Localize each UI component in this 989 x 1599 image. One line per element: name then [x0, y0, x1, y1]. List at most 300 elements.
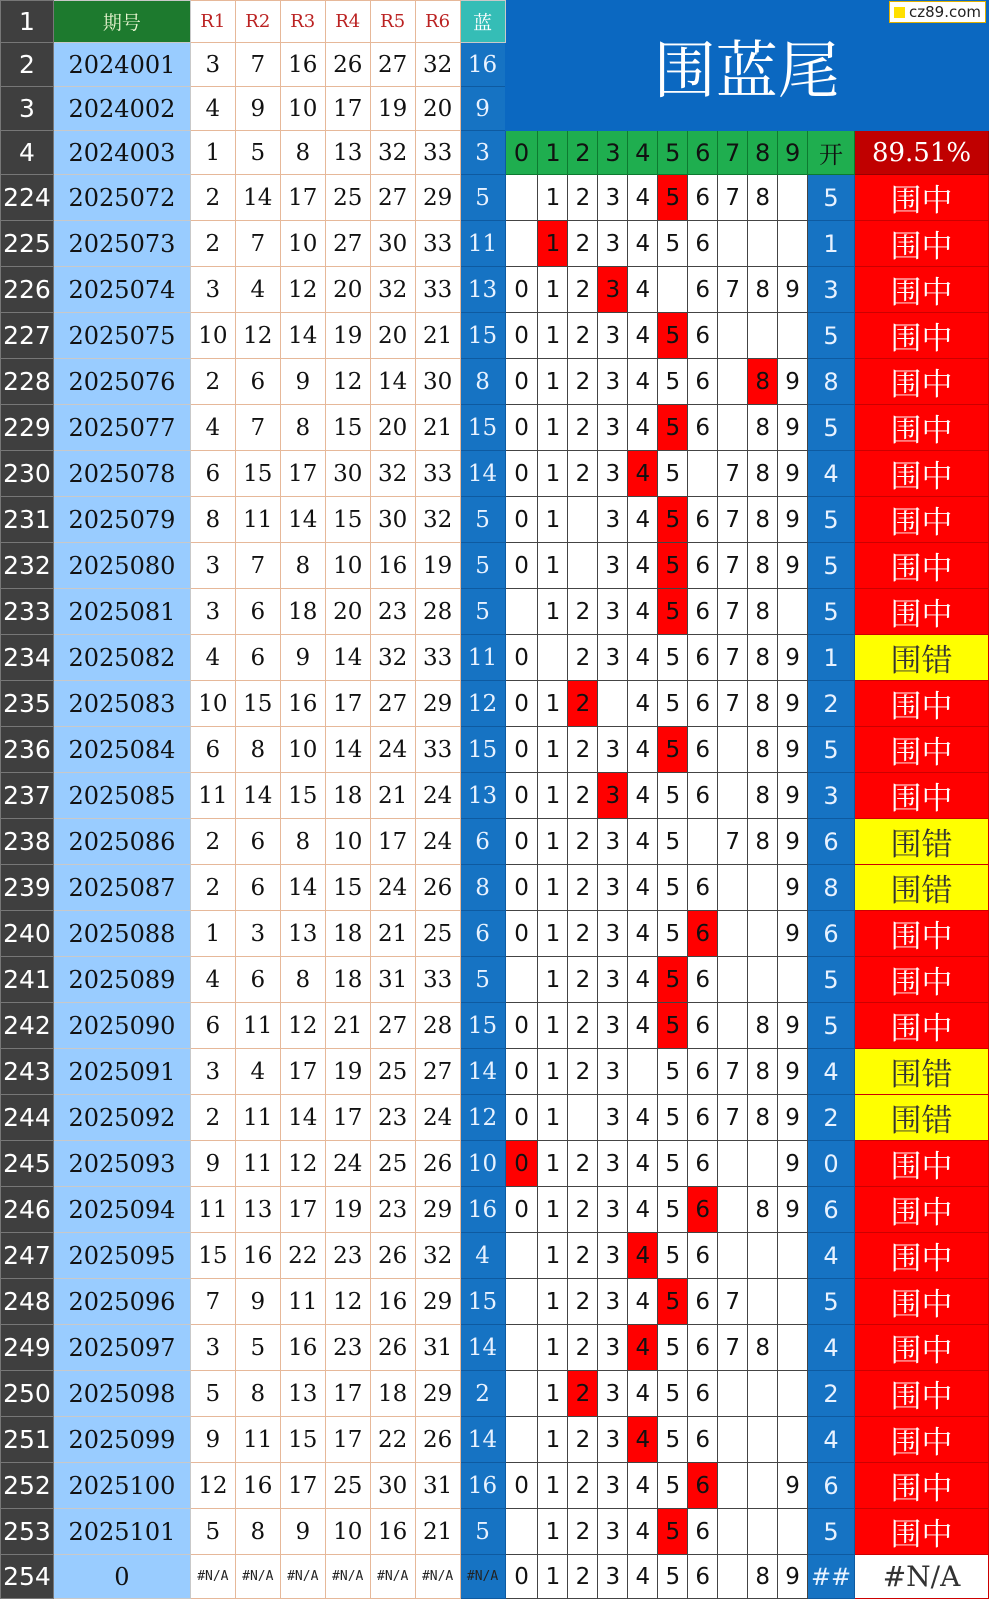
red-ball-cell[interactable]: 4 — [235, 1049, 280, 1095]
digit-cell[interactable]: 4 — [628, 1187, 658, 1233]
row-number[interactable]: 245 — [1, 1141, 54, 1187]
digit-cell[interactable]: 5 — [658, 911, 688, 957]
period-header[interactable]: 期号 — [53, 1, 190, 43]
digit-cell[interactable] — [688, 819, 718, 865]
digit-cell-hit[interactable]: 3 — [598, 773, 628, 819]
kai-value-cell[interactable]: 5 — [808, 1003, 855, 1049]
digit-cell[interactable]: 6 — [688, 1095, 718, 1141]
digit-cell[interactable] — [748, 221, 778, 267]
digit-cell[interactable]: 4 — [628, 405, 658, 451]
red-ball-header[interactable]: R3 — [280, 1, 325, 43]
red-ball-cell[interactable]: 2 — [190, 175, 235, 221]
blue-ball-cell[interactable]: 5 — [460, 497, 505, 543]
digit-cell[interactable]: 5 — [658, 681, 688, 727]
digit-cell[interactable]: 7 — [718, 1325, 748, 1371]
digit-cell[interactable]: 6 — [688, 681, 718, 727]
red-ball-cell[interactable]: 15 — [325, 405, 370, 451]
result-badge[interactable]: 围中 — [855, 405, 989, 451]
digit-cell[interactable]: 1 — [538, 1187, 568, 1233]
digit-cell[interactable] — [718, 773, 748, 819]
digit-cell[interactable]: 2 — [568, 1003, 598, 1049]
red-ball-cell[interactable]: 4 — [190, 957, 235, 1003]
red-ball-cell[interactable]: 7 — [235, 221, 280, 267]
digit-cell[interactable]: 3 — [598, 1555, 628, 1599]
kai-value-cell[interactable]: 6 — [808, 911, 855, 957]
digit-cell[interactable]: 5 — [658, 1555, 688, 1599]
period-cell[interactable]: 2025101 — [53, 1509, 190, 1555]
digit-cell[interactable]: 2 — [568, 405, 598, 451]
red-ball-cell[interactable]: 22 — [370, 1417, 415, 1463]
digit-cell[interactable]: 6 — [688, 727, 718, 773]
red-ball-cell[interactable]: 12 — [235, 313, 280, 359]
red-ball-cell[interactable]: 7 — [190, 1279, 235, 1325]
red-ball-cell[interactable]: 3 — [190, 1325, 235, 1371]
period-cell[interactable]: 2025081 — [53, 589, 190, 635]
period-cell[interactable]: 2025075 — [53, 313, 190, 359]
row-number[interactable]: 234 — [1, 635, 54, 681]
blue-ball-cell[interactable]: 14 — [460, 451, 505, 497]
digit-cell[interactable]: 3 — [598, 911, 628, 957]
result-badge[interactable]: 围错 — [855, 865, 989, 911]
red-ball-cell[interactable]: 33 — [415, 267, 460, 313]
blue-ball-cell[interactable]: 5 — [460, 957, 505, 1003]
digit-cell[interactable] — [748, 1417, 778, 1463]
red-ball-cell[interactable]: 10 — [325, 1509, 370, 1555]
digit-header[interactable]: 7 — [718, 131, 748, 175]
red-ball-cell[interactable]: 10 — [325, 819, 370, 865]
result-badge[interactable]: 围中 — [855, 497, 989, 543]
result-badge[interactable]: 围中 — [855, 911, 989, 957]
red-ball-cell[interactable]: 31 — [415, 1463, 460, 1509]
red-ball-cell[interactable]: 26 — [415, 1141, 460, 1187]
red-ball-cell[interactable]: 25 — [325, 1463, 370, 1509]
digit-cell[interactable] — [568, 1095, 598, 1141]
digit-cell-hit[interactable]: 4 — [628, 451, 658, 497]
period-cell[interactable]: 2025100 — [53, 1463, 190, 1509]
digit-cell[interactable] — [778, 175, 808, 221]
kai-value-cell[interactable]: 0 — [808, 1141, 855, 1187]
period-cell[interactable]: 2025077 — [53, 405, 190, 451]
digit-cell[interactable]: 9 — [778, 1187, 808, 1233]
red-ball-cell[interactable]: 8 — [280, 543, 325, 589]
result-badge[interactable]: 围中 — [855, 1003, 989, 1049]
red-ball-cell[interactable]: 21 — [415, 1509, 460, 1555]
digit-cell[interactable]: 1 — [538, 1095, 568, 1141]
result-badge[interactable]: 围错 — [855, 635, 989, 681]
red-ball-cell[interactable]: #N/A — [280, 1555, 325, 1599]
digit-header[interactable]: 5 — [658, 131, 688, 175]
red-ball-cell[interactable]: 21 — [415, 313, 460, 359]
row-number[interactable]: 229 — [1, 405, 54, 451]
result-badge[interactable]: 围中 — [855, 681, 989, 727]
red-ball-cell[interactable]: 15 — [235, 451, 280, 497]
digit-cell[interactable] — [718, 865, 748, 911]
row-number[interactable]: 250 — [1, 1371, 54, 1417]
red-ball-cell[interactable]: 29 — [415, 681, 460, 727]
digit-cell[interactable]: 1 — [538, 727, 568, 773]
period-cell[interactable]: 2025078 — [53, 451, 190, 497]
digit-cell[interactable]: 1 — [538, 1233, 568, 1279]
red-ball-cell[interactable]: 6 — [235, 819, 280, 865]
digit-cell[interactable]: 4 — [628, 589, 658, 635]
kai-value-cell[interactable]: 5 — [808, 957, 855, 1003]
digit-cell[interactable]: 1 — [538, 543, 568, 589]
row-number[interactable]: 252 — [1, 1463, 54, 1509]
red-ball-cell[interactable]: 30 — [415, 359, 460, 405]
period-cell[interactable]: 2025079 — [53, 497, 190, 543]
red-ball-cell[interactable]: 11 — [190, 1187, 235, 1233]
red-ball-cell[interactable]: 21 — [370, 773, 415, 819]
red-ball-cell[interactable]: 19 — [325, 1187, 370, 1233]
row-number[interactable]: 235 — [1, 681, 54, 727]
digit-cell[interactable]: 4 — [628, 865, 658, 911]
digit-cell-hit[interactable]: 0 — [505, 1141, 538, 1187]
digit-cell[interactable] — [748, 1279, 778, 1325]
digit-cell[interactable]: 4 — [628, 727, 658, 773]
red-ball-cell[interactable]: 18 — [280, 589, 325, 635]
digit-cell[interactable]: 3 — [598, 1049, 628, 1095]
digit-cell[interactable]: 8 — [748, 1095, 778, 1141]
red-ball-cell[interactable]: 31 — [415, 1325, 460, 1371]
red-ball-cell[interactable]: 25 — [370, 1141, 415, 1187]
red-ball-cell[interactable]: 23 — [370, 1095, 415, 1141]
red-ball-cell[interactable]: 24 — [370, 727, 415, 773]
digit-cell[interactable]: 4 — [628, 635, 658, 681]
digit-cell[interactable]: 0 — [505, 1003, 538, 1049]
blue-ball-cell[interactable]: 5 — [460, 1509, 505, 1555]
red-ball-cell[interactable]: 6 — [190, 1003, 235, 1049]
red-ball-cell[interactable]: 17 — [280, 1049, 325, 1095]
digit-cell[interactable]: 4 — [628, 957, 658, 1003]
red-ball-cell[interactable]: 6 — [235, 589, 280, 635]
digit-cell[interactable] — [778, 1417, 808, 1463]
red-ball-cell[interactable]: 9 — [190, 1417, 235, 1463]
blue-ball-cell[interactable]: 10 — [460, 1141, 505, 1187]
red-ball-cell[interactable]: 17 — [325, 1417, 370, 1463]
digit-cell[interactable]: 6 — [688, 405, 718, 451]
red-ball-cell[interactable]: 33 — [415, 727, 460, 773]
result-badge[interactable]: 围中 — [855, 957, 989, 1003]
red-ball-cell[interactable]: 2 — [190, 819, 235, 865]
red-ball-cell[interactable]: 32 — [415, 1233, 460, 1279]
period-cell[interactable]: 2025092 — [53, 1095, 190, 1141]
digit-cell[interactable]: 2 — [568, 865, 598, 911]
kai-value-cell[interactable]: 8 — [808, 865, 855, 911]
digit-cell[interactable]: 4 — [628, 1141, 658, 1187]
digit-cell[interactable]: 4 — [628, 543, 658, 589]
result-badge[interactable]: 围中 — [855, 1279, 989, 1325]
digit-cell[interactable]: 9 — [778, 773, 808, 819]
digit-cell[interactable]: 6 — [688, 1003, 718, 1049]
red-ball-cell[interactable]: 21 — [415, 405, 460, 451]
digit-cell[interactable]: 2 — [568, 957, 598, 1003]
digit-cell[interactable] — [505, 175, 538, 221]
digit-header[interactable]: 2 — [568, 131, 598, 175]
digit-cell[interactable]: 9 — [778, 865, 808, 911]
kai-value-cell[interactable]: 5 — [808, 1509, 855, 1555]
digit-cell[interactable]: 6 — [688, 773, 718, 819]
red-ball-cell[interactable]: 5 — [190, 1509, 235, 1555]
red-ball-cell[interactable]: 16 — [370, 543, 415, 589]
digit-cell[interactable]: 2 — [568, 221, 598, 267]
period-cell[interactable]: 2025072 — [53, 175, 190, 221]
red-ball-cell[interactable]: 23 — [325, 1325, 370, 1371]
red-ball-cell[interactable]: 21 — [370, 911, 415, 957]
red-ball-cell[interactable]: 8 — [280, 819, 325, 865]
red-ball-cell[interactable]: 17 — [325, 1095, 370, 1141]
period-cell[interactable]: 2025095 — [53, 1233, 190, 1279]
red-ball-cell[interactable]: 15 — [280, 1417, 325, 1463]
digit-cell[interactable]: 0 — [505, 1049, 538, 1095]
red-ball-cell[interactable]: #N/A — [235, 1555, 280, 1599]
red-ball-cell[interactable]: 27 — [370, 43, 415, 87]
red-ball-cell[interactable]: 2 — [190, 221, 235, 267]
hit-rate-percent[interactable]: 89.51% — [855, 131, 989, 175]
digit-cell[interactable]: 3 — [598, 1095, 628, 1141]
digit-cell[interactable]: 6 — [688, 1555, 718, 1599]
digit-cell[interactable]: 8 — [748, 819, 778, 865]
kai-value-cell[interactable]: 5 — [808, 727, 855, 773]
digit-cell[interactable]: 2 — [568, 451, 598, 497]
row-number[interactable]: 247 — [1, 1233, 54, 1279]
result-badge[interactable]: 围中 — [855, 589, 989, 635]
digit-cell-hit[interactable]: 5 — [658, 1509, 688, 1555]
red-ball-cell[interactable]: 20 — [325, 589, 370, 635]
digit-cell[interactable]: 7 — [718, 543, 748, 589]
digit-cell[interactable]: 8 — [748, 727, 778, 773]
row-number[interactable]: 3 — [1, 87, 54, 131]
result-badge[interactable]: 围中 — [855, 221, 989, 267]
digit-cell[interactable]: 7 — [718, 451, 748, 497]
digit-cell[interactable]: 9 — [778, 1003, 808, 1049]
kai-value-cell[interactable]: 6 — [808, 1463, 855, 1509]
digit-cell[interactable]: 5 — [658, 359, 688, 405]
digit-cell-hit[interactable]: 5 — [658, 727, 688, 773]
digit-cell[interactable] — [505, 1233, 538, 1279]
blue-ball-cell[interactable]: 2 — [460, 1371, 505, 1417]
digit-cell-hit[interactable]: 5 — [658, 1003, 688, 1049]
digit-cell[interactable]: 9 — [778, 681, 808, 727]
red-ball-cell[interactable]: 6 — [235, 957, 280, 1003]
digit-cell[interactable]: 2 — [568, 589, 598, 635]
blue-ball-cell[interactable]: 5 — [460, 175, 505, 221]
kai-value-cell[interactable]: 3 — [808, 773, 855, 819]
digit-cell[interactable]: 9 — [778, 451, 808, 497]
digit-cell[interactable] — [538, 635, 568, 681]
kai-value-cell[interactable]: 5 — [808, 313, 855, 359]
digit-cell[interactable]: 0 — [505, 681, 538, 727]
blue-ball-cell[interactable]: 15 — [460, 405, 505, 451]
period-cell[interactable]: 2025089 — [53, 957, 190, 1003]
digit-cell[interactable]: 6 — [688, 635, 718, 681]
period-cell[interactable]: 2025087 — [53, 865, 190, 911]
red-ball-cell[interactable]: 8 — [235, 1371, 280, 1417]
digit-cell[interactable]: 6 — [688, 543, 718, 589]
digit-cell-hit[interactable]: 6 — [688, 1187, 718, 1233]
red-ball-header[interactable]: R2 — [235, 1, 280, 43]
red-ball-cell[interactable]: 10 — [280, 221, 325, 267]
digit-cell[interactable]: 8 — [748, 1003, 778, 1049]
red-ball-cell[interactable]: 30 — [370, 221, 415, 267]
result-badge[interactable]: 围中 — [855, 1509, 989, 1555]
period-cell[interactable]: 2024001 — [53, 43, 190, 87]
red-ball-cell[interactable]: 20 — [415, 87, 460, 131]
blue-ball-cell[interactable]: 14 — [460, 1417, 505, 1463]
digit-cell[interactable]: 4 — [628, 911, 658, 957]
digit-cell[interactable]: 0 — [505, 1187, 538, 1233]
red-ball-cell[interactable]: 30 — [325, 451, 370, 497]
digit-cell[interactable]: 1 — [538, 589, 568, 635]
red-ball-cell[interactable]: 12 — [325, 359, 370, 405]
red-ball-cell[interactable]: 8 — [280, 131, 325, 175]
digit-cell[interactable] — [748, 1463, 778, 1509]
digit-cell[interactable]: 4 — [628, 175, 658, 221]
red-ball-cell[interactable]: 20 — [325, 267, 370, 313]
digit-cell-hit[interactable]: 4 — [628, 1417, 658, 1463]
red-ball-cell[interactable]: 33 — [415, 635, 460, 681]
digit-cell-hit[interactable]: 2 — [568, 1371, 598, 1417]
result-badge[interactable]: 围中 — [855, 1187, 989, 1233]
red-ball-cell[interactable]: 16 — [235, 1233, 280, 1279]
red-ball-cell[interactable]: 32 — [370, 451, 415, 497]
digit-cell[interactable]: 3 — [598, 589, 628, 635]
digit-cell[interactable]: 3 — [598, 1417, 628, 1463]
red-ball-cell[interactable]: 27 — [325, 221, 370, 267]
row-number[interactable]: 4 — [1, 131, 54, 175]
digit-cell[interactable]: 0 — [505, 313, 538, 359]
digit-cell[interactable]: 1 — [538, 175, 568, 221]
red-ball-cell[interactable]: 13 — [280, 1371, 325, 1417]
kai-value-cell[interactable]: 2 — [808, 681, 855, 727]
digit-cell[interactable]: 0 — [505, 405, 538, 451]
digit-cell[interactable]: 5 — [658, 1371, 688, 1417]
row-number[interactable]: 238 — [1, 819, 54, 865]
digit-cell[interactable]: 7 — [718, 681, 748, 727]
row-number[interactable]: 251 — [1, 1417, 54, 1463]
period-cell[interactable]: 2024002 — [53, 87, 190, 131]
blue-ball-cell[interactable]: 6 — [460, 911, 505, 957]
digit-cell[interactable]: 0 — [505, 451, 538, 497]
red-ball-cell[interactable]: 6 — [235, 635, 280, 681]
kai-value-cell[interactable]: 5 — [808, 543, 855, 589]
row-number[interactable]: 248 — [1, 1279, 54, 1325]
row-number[interactable]: 225 — [1, 221, 54, 267]
red-ball-cell[interactable]: 15 — [235, 681, 280, 727]
result-badge[interactable]: 围中 — [855, 1463, 989, 1509]
digit-cell[interactable]: 1 — [538, 497, 568, 543]
blue-ball-cell[interactable]: 11 — [460, 635, 505, 681]
red-ball-cell[interactable]: 33 — [415, 451, 460, 497]
red-ball-cell[interactable]: 26 — [415, 1417, 460, 1463]
red-ball-cell[interactable]: 17 — [370, 819, 415, 865]
digit-cell-hit[interactable]: 5 — [658, 405, 688, 451]
row-number[interactable]: 239 — [1, 865, 54, 911]
red-ball-cell[interactable]: 23 — [370, 1187, 415, 1233]
kai-value-cell[interactable]: 2 — [808, 1095, 855, 1141]
digit-cell[interactable] — [505, 221, 538, 267]
digit-cell[interactable] — [718, 313, 748, 359]
digit-cell[interactable]: 1 — [538, 773, 568, 819]
digit-cell[interactable]: 5 — [658, 1325, 688, 1371]
digit-cell[interactable] — [778, 1371, 808, 1417]
red-ball-cell[interactable]: 1 — [190, 911, 235, 957]
digit-cell-hit[interactable]: 5 — [658, 175, 688, 221]
digit-cell[interactable]: 5 — [658, 1463, 688, 1509]
blue-ball-cell[interactable]: 13 — [460, 773, 505, 819]
digit-cell[interactable]: 9 — [778, 359, 808, 405]
red-ball-cell[interactable]: 12 — [280, 1003, 325, 1049]
kai-value-cell[interactable]: 4 — [808, 1049, 855, 1095]
red-ball-cell[interactable]: 14 — [280, 497, 325, 543]
period-cell[interactable]: 2025094 — [53, 1187, 190, 1233]
red-ball-cell[interactable]: 18 — [370, 1371, 415, 1417]
blue-ball-cell[interactable]: 15 — [460, 313, 505, 359]
red-ball-cell[interactable]: 7 — [235, 405, 280, 451]
digit-header[interactable]: 6 — [688, 131, 718, 175]
red-ball-cell[interactable]: 9 — [280, 359, 325, 405]
digit-cell[interactable]: 9 — [778, 497, 808, 543]
digit-cell-hit[interactable]: 1 — [538, 221, 568, 267]
result-badge[interactable]: 围中 — [855, 1371, 989, 1417]
digit-cell[interactable] — [718, 1233, 748, 1279]
digit-cell[interactable] — [718, 221, 748, 267]
period-cell[interactable]: 2025074 — [53, 267, 190, 313]
digit-cell[interactable]: 8 — [748, 1049, 778, 1095]
red-ball-cell[interactable]: 10 — [190, 313, 235, 359]
digit-cell[interactable]: 3 — [598, 543, 628, 589]
red-ball-cell[interactable]: 17 — [325, 681, 370, 727]
period-cell[interactable]: 2025076 — [53, 359, 190, 405]
digit-cell[interactable]: 9 — [778, 1141, 808, 1187]
digit-cell[interactable]: 1 — [538, 1279, 568, 1325]
red-ball-cell[interactable]: 6 — [190, 451, 235, 497]
red-ball-cell[interactable]: 13 — [235, 1187, 280, 1233]
red-ball-cell[interactable]: 16 — [280, 681, 325, 727]
digit-cell[interactable]: 9 — [778, 1049, 808, 1095]
digit-cell[interactable]: 3 — [598, 1003, 628, 1049]
digit-cell[interactable]: 4 — [628, 1555, 658, 1599]
red-ball-cell[interactable]: 17 — [280, 1463, 325, 1509]
digit-cell[interactable]: 2 — [568, 911, 598, 957]
red-ball-cell[interactable]: 4 — [190, 635, 235, 681]
red-ball-cell[interactable]: 6 — [190, 727, 235, 773]
digit-cell[interactable] — [748, 1509, 778, 1555]
digit-cell[interactable]: 7 — [718, 267, 748, 313]
row-number[interactable]: 233 — [1, 589, 54, 635]
red-ball-cell[interactable]: 30 — [370, 497, 415, 543]
red-ball-cell[interactable]: 11 — [235, 1141, 280, 1187]
digit-cell[interactable]: 0 — [505, 1095, 538, 1141]
red-ball-cell[interactable]: 3 — [235, 911, 280, 957]
blue-ball-cell[interactable]: 14 — [460, 1325, 505, 1371]
blue-ball-cell[interactable]: 11 — [460, 221, 505, 267]
kai-value-cell[interactable]: 4 — [808, 1417, 855, 1463]
red-ball-cell[interactable]: 31 — [370, 957, 415, 1003]
red-ball-cell[interactable]: 19 — [325, 1049, 370, 1095]
digit-cell[interactable] — [505, 1371, 538, 1417]
digit-cell[interactable]: 1 — [538, 865, 568, 911]
red-ball-cell[interactable]: 25 — [415, 911, 460, 957]
kai-value-cell[interactable]: 5 — [808, 175, 855, 221]
digit-cell[interactable]: 2 — [568, 727, 598, 773]
digit-cell[interactable]: 1 — [538, 1371, 568, 1417]
red-ball-cell[interactable]: 6 — [235, 359, 280, 405]
digit-cell[interactable]: 5 — [658, 221, 688, 267]
digit-cell[interactable]: 9 — [778, 267, 808, 313]
red-ball-cell[interactable]: 9 — [280, 1509, 325, 1555]
digit-cell-hit[interactable]: 4 — [628, 1325, 658, 1371]
digit-cell[interactable]: 3 — [598, 635, 628, 681]
